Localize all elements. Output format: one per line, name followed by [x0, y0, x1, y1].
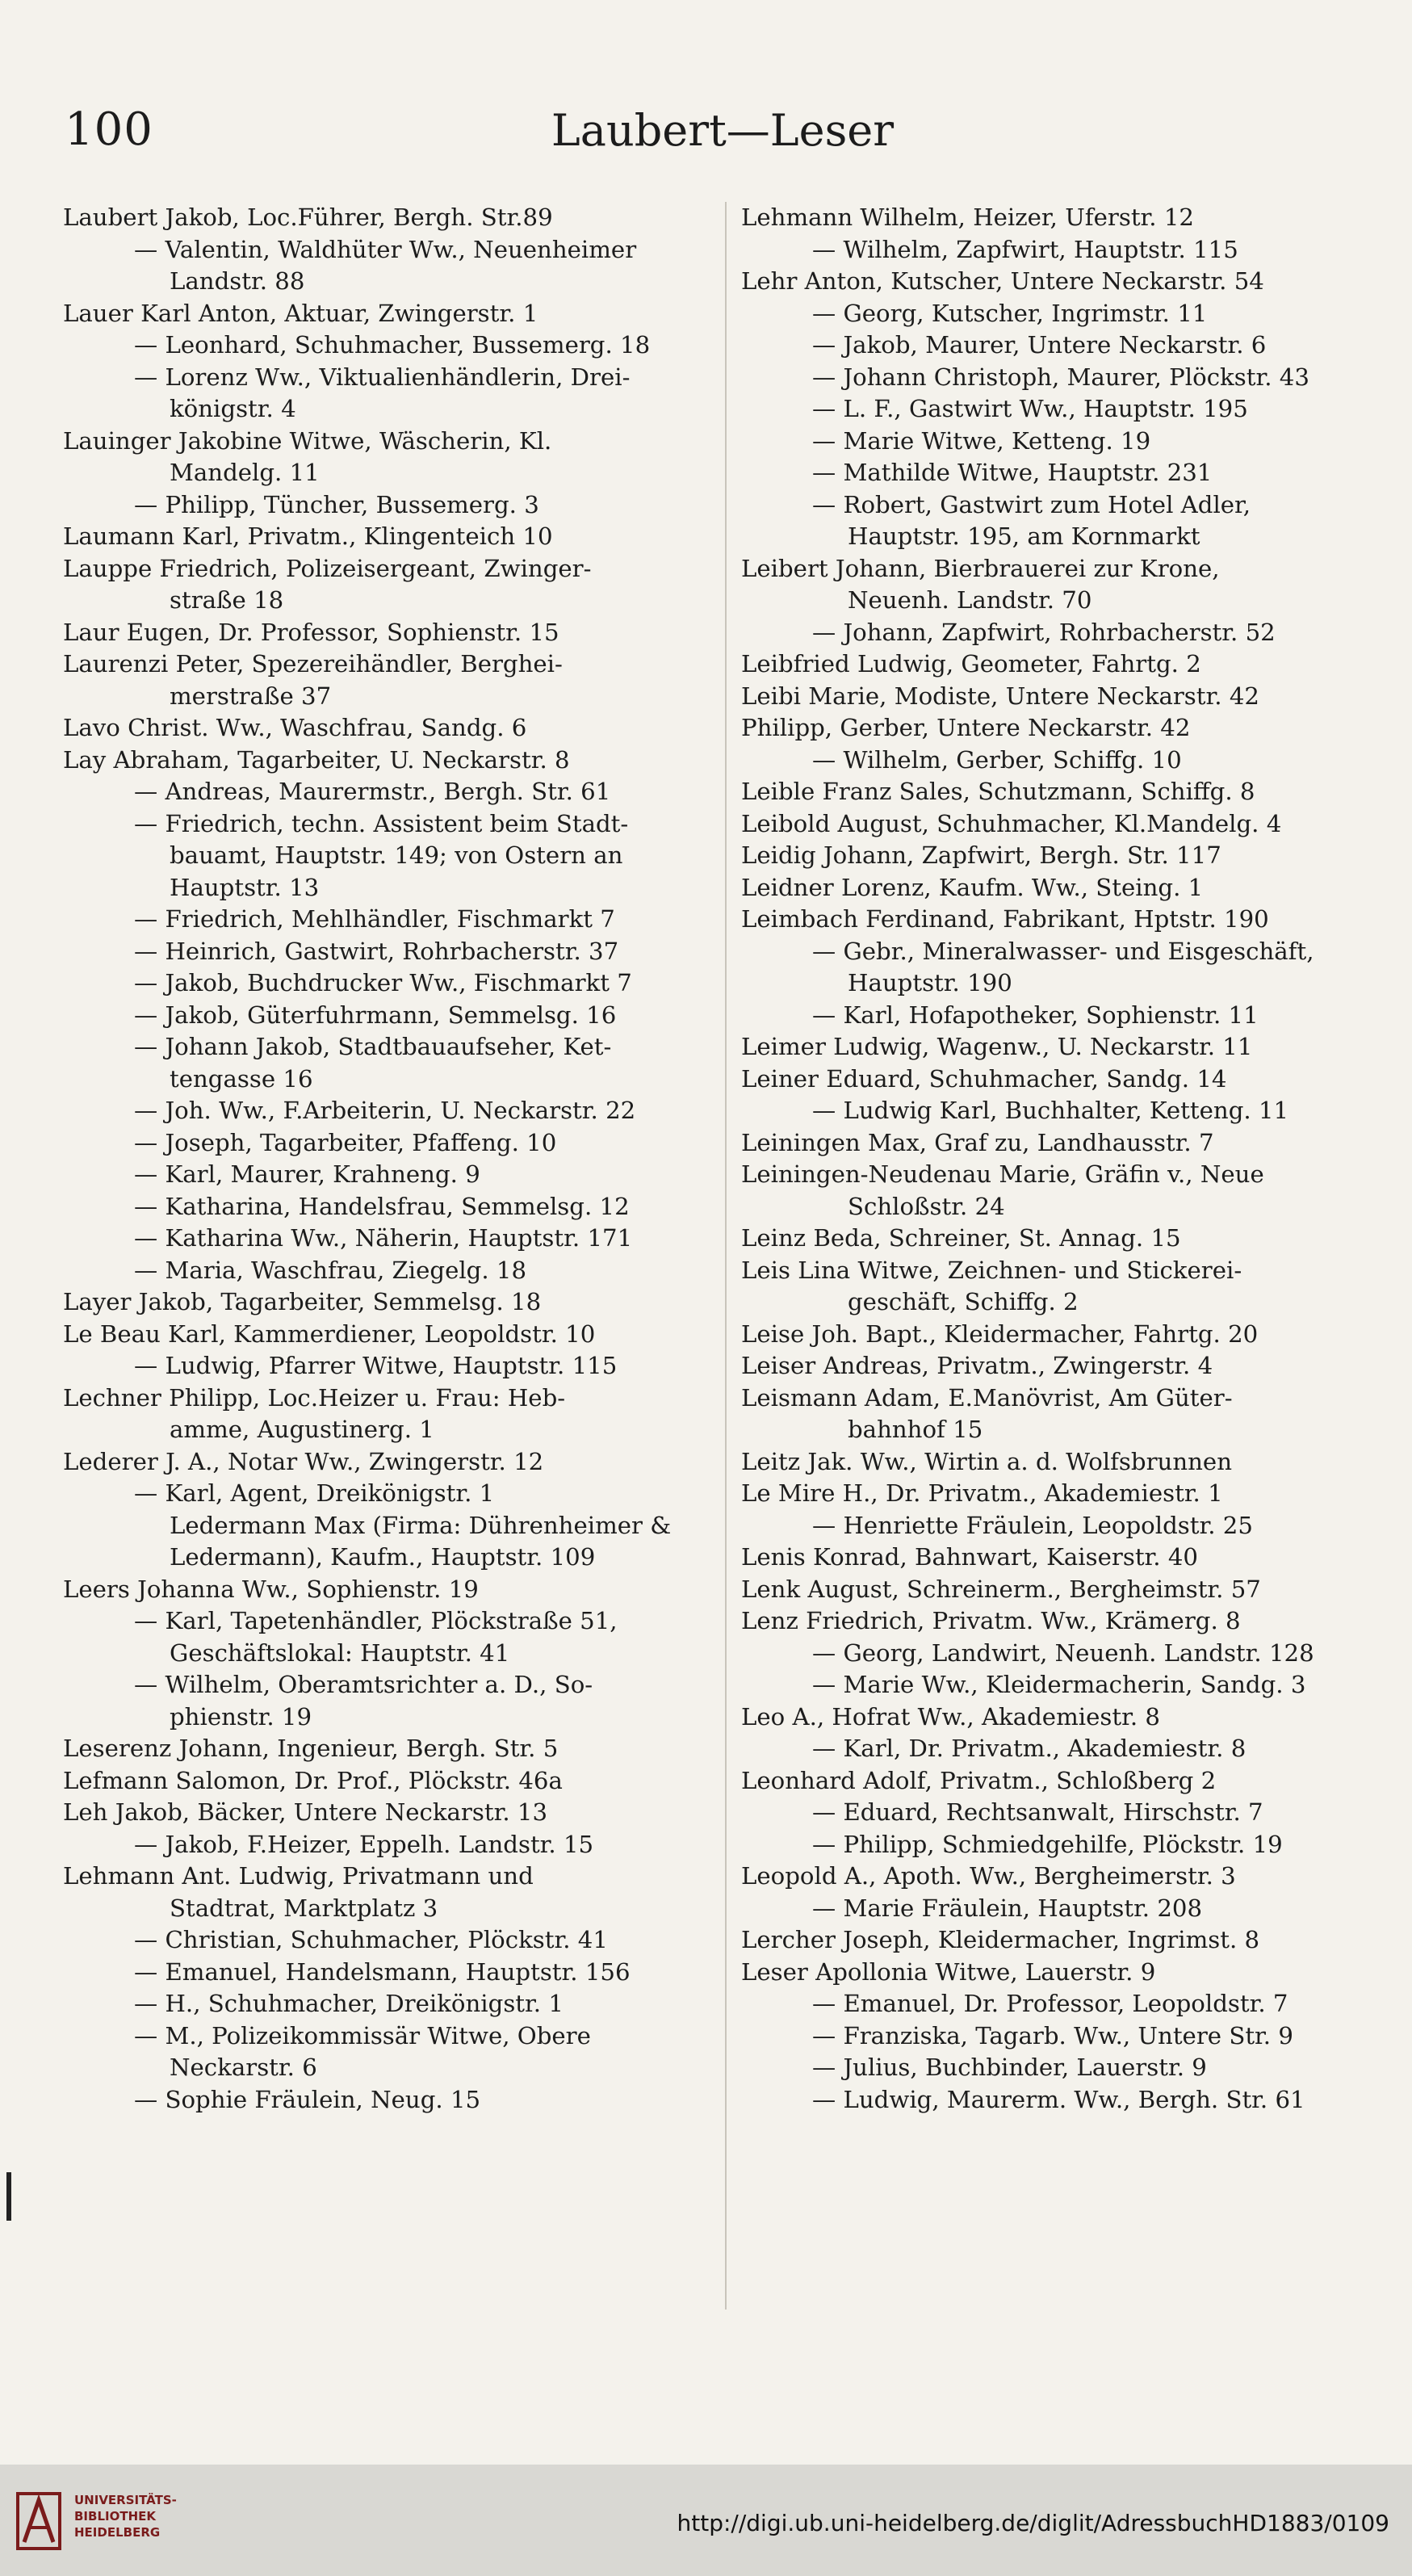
page-number: 100	[65, 103, 153, 156]
directory-entry: Leserenz Johann, Ingenieur, Bergh. Str. 5	[63, 1735, 559, 1762]
directory-entry: Leibfried Ludwig, Geometer, Fahrtg. 2	[741, 650, 1201, 678]
directory-entry: Leibert Johann, Bierbrauerei zur Krone,	[741, 554, 1220, 582]
directory-entry: Leis Lina Witwe, Zeichnen- und Stickerei-	[741, 1256, 1242, 1284]
directory-entry: amme, Augustinerg. 1	[170, 1416, 434, 1443]
directory-entry: Layer Jakob, Tagarbeiter, Semmelsg. 18	[63, 1288, 542, 1315]
directory-entry: — Heinrich, Gastwirt, Rohrbacherstr. 37	[134, 937, 619, 965]
directory-entry: straße 18	[170, 586, 284, 614]
directory-entry: — Georg, Landwirt, Neuenh. Landstr. 128	[812, 1638, 1314, 1667]
directory-entry: Stadtrat, Marktplatz 3	[170, 1894, 438, 1922]
directory-entry: Schloßstr. 24	[848, 1192, 1005, 1220]
directory-entry: — Georg, Kutscher, Ingrimstr. 11	[812, 299, 1208, 327]
directory-entry: Leible Franz Sales, Schutzmann, Schiffg. 8	[741, 778, 1255, 805]
directory-entry: — Ludwig Karl, Buchhalter, Ketteng. 11	[812, 1097, 1289, 1124]
directory-entry: Lay Abraham, Tagarbeiter, U. Neckarstr. 8	[63, 745, 570, 774]
directory-entry: Hauptstr. 195, am Kornmarkt	[848, 522, 1200, 550]
directory-entry: — Karl, Maurer, Krahneng. 9	[134, 1160, 480, 1188]
directory-entry: Hauptstr. 13	[170, 873, 320, 901]
directory-entry: — Joh. Ww., F.Arbeiterin, U. Neckarstr. 22	[134, 1097, 636, 1124]
directory-entry: Leidig Johann, Zapfwirt, Bergh. Str. 117	[741, 841, 1221, 869]
directory-entry: merstraße 37	[170, 682, 332, 710]
directory-entry: — Mathilde Witwe, Hauptstr. 231	[812, 459, 1213, 486]
directory-entry: Leiningen-Neudenau Marie, Gräfin v., Neue	[741, 1160, 1264, 1188]
running-head: Laubert—Leser	[551, 105, 895, 156]
right-column	[741, 202, 1387, 2310]
directory-entry: Laurenzi Peter, Spezereihändler, Berghei-	[63, 650, 563, 678]
directory-entry: Le Beau Karl, Kammerdiener, Leopoldstr. 10	[63, 1319, 596, 1348]
directory-entry: Lefmann Salomon, Dr. Prof., Plöckstr. 46a	[63, 1766, 563, 1794]
directory-entry: Lenis Konrad, Bahnwart, Kaiserstr. 40	[741, 1543, 1198, 1571]
directory-entry: — Katharina Ww., Näherin, Hauptstr. 171	[134, 1224, 633, 1252]
library-name-line: UNIVERSITÄTS-	[74, 2493, 177, 2507]
directory-entry: Ledermann), Kaufm., Hauptstr. 109	[170, 1543, 596, 1571]
directory-entry: Leiser Andreas, Privatm., Zwingerstr. 4	[741, 1352, 1213, 1379]
directory-entry: — Johann, Zapfwirt, Rohrbacherstr. 52	[812, 618, 1276, 646]
directory-entry: — Philipp, Schmiedgehilfe, Plöckstr. 19	[812, 1830, 1283, 1858]
directory-entry: — Julius, Buchbinder, Lauerstr. 9	[812, 2054, 1207, 2081]
directory-entry: — Leonhard, Schuhmacher, Bussemerg. 18	[134, 331, 651, 359]
directory-entry: — Ludwig, Maurerm. Ww., Bergh. Str. 61	[812, 2085, 1305, 2113]
directory-entry: — Andreas, Maurermstr., Bergh. Str. 61	[134, 778, 611, 805]
library-name-line: HEIDELBERG	[74, 2525, 161, 2540]
directory-entry: — Marie Ww., Kleidermacherin, Sandg. 3	[812, 1671, 1306, 1698]
directory-entry: — Lorenz Ww., Viktualienhändlerin, Drei-	[134, 363, 631, 391]
page-header	[57, 95, 1389, 168]
directory-entry: Leo A., Hofrat Ww., Akademiestr. 8	[741, 1702, 1160, 1731]
directory-entry: Neckarstr. 6	[170, 2054, 317, 2081]
directory-entry: Lauer Karl Anton, Aktuar, Zwingerstr. 1	[63, 299, 538, 327]
directory-entry: — Wilhelm, Gerber, Schiffg. 10	[812, 745, 1182, 774]
directory-entry: — Marie Fräulein, Hauptstr. 208	[812, 1894, 1203, 1922]
directory-entry: Leibi Marie, Modiste, Untere Neckarstr. 42	[741, 682, 1259, 710]
directory-entry: Landstr. 88	[170, 267, 305, 295]
directory-entry: Leidner Lorenz, Kaufm. Ww., Steing. 1	[741, 873, 1204, 901]
library-name-line: BIBLIOTHEK	[74, 2509, 156, 2524]
directory-entry: Hauptstr. 190	[848, 969, 1012, 996]
directory-entry: — Jakob, F.Heizer, Eppelh. Landstr. 15	[134, 1830, 594, 1858]
directory-entry: Geschäftslokal: Hauptstr. 41	[170, 1638, 510, 1667]
directory-entry: — Katharina, Handelsfrau, Semmelsg. 12	[134, 1192, 630, 1220]
source-url-link[interactable]: http://digi.ub.uni-heidelberg.de/diglit/AdressbuchHD1883/0109	[677, 2510, 1389, 2536]
directory-entry: Lehr Anton, Kutscher, Untere Neckarstr. 54	[741, 267, 1264, 295]
directory-entry: Lauppe Friedrich, Polizeisergeant, Zwinger-	[63, 554, 592, 582]
directory-entry: Leitz Jak. Ww., Wirtin a. d. Wolfsbrunnen	[741, 1447, 1232, 1475]
directory-entry: — Henriette Fräulein, Leopoldstr. 25	[812, 1511, 1253, 1539]
directory-entry: Leonhard Adolf, Privatm., Schloßberg 2	[741, 1766, 1217, 1794]
directory-entry: — Karl, Dr. Privatm., Akademiestr. 8	[812, 1735, 1246, 1762]
directory-entry: Laur Eugen, Dr. Professor, Sophienstr. 15	[63, 618, 559, 646]
directory-entry: Lauinger Jakobine Witwe, Wäscherin, Kl.	[63, 426, 552, 455]
directory-entry: — Wilhelm, Oberamtsrichter a. D., So-	[134, 1671, 593, 1698]
library-logo-icon	[15, 2489, 63, 2553]
directory-entry: Lenz Friedrich, Privatm. Ww., Krämerg. 8	[741, 1607, 1241, 1634]
directory-entry: — Emanuel, Dr. Professor, Leopoldstr. 7	[812, 1990, 1288, 2017]
directory-entry: — Maria, Waschfrau, Ziegelg. 18	[134, 1256, 527, 1284]
directory-entry: Leimbach Ferdinand, Fabrikant, Hptstr. 190	[741, 905, 1269, 933]
directory-entry: — Philipp, Tüncher, Bussemerg. 3	[134, 490, 539, 518]
directory-entry: Leimer Ludwig, Wagenw., U. Neckarstr. 11	[741, 1033, 1253, 1060]
left-column	[63, 202, 719, 2310]
directory-entry: Lederer J. A., Notar Ww., Zwingerstr. 12	[63, 1447, 544, 1475]
directory-entry: — L. F., Gastwirt Ww., Hauptstr. 195	[812, 395, 1248, 422]
directory-entry: — Friedrich, techn. Assistent beim Stadt-	[134, 809, 629, 837]
directory-entry: — Valentin, Waldhüter Ww., Neuenheimer	[134, 235, 637, 263]
directory-entry: Leser Apollonia Witwe, Lauerstr. 9	[741, 1957, 1156, 1986]
directory-entry: Leiningen Max, Graf zu, Landhausstr. 7	[741, 1128, 1214, 1156]
directory-entry: — Eduard, Rechtsanwalt, Hirschstr. 7	[812, 1798, 1263, 1826]
directory-entry: Lercher Joseph, Kleidermacher, Ingrimst. 8	[741, 1926, 1260, 1953]
directory-entry: Lavo Christ. Ww., Waschfrau, Sandg. 6	[63, 714, 527, 741]
directory-entry: Leibold August, Schuhmacher, Kl.Mandelg. 4	[741, 809, 1282, 837]
footer-bar	[0, 2465, 1412, 2576]
directory-entry: Laumann Karl, Privatm., Klingenteich 10	[63, 522, 553, 550]
directory-entry: tengasse 16	[170, 1064, 313, 1093]
directory-entry: — Jakob, Güterfuhrmann, Semmelsg. 16	[134, 1001, 617, 1029]
directory-entry: Leismann Adam, E.Manövrist, Am Güter-	[741, 1383, 1233, 1412]
directory-entry: — Marie Witwe, Ketteng. 19	[812, 426, 1151, 455]
directory-entry: — Robert, Gastwirt zum Hotel Adler,	[812, 490, 1251, 518]
directory-entry: geschäft, Schiffg. 2	[848, 1288, 1079, 1315]
directory-entry: — Gebr., Mineralwasser- und Eisgeschäft,	[812, 937, 1314, 965]
directory-entry: Leise Joh. Bapt., Kleidermacher, Fahrtg. 20	[741, 1319, 1259, 1348]
directory-entry: — Karl, Agent, Dreikönigstr. 1	[134, 1479, 495, 1507]
directory-entry: — Joseph, Tagarbeiter, Pfaffeng. 10	[134, 1128, 557, 1156]
directory-entry: Leiner Eduard, Schuhmacher, Sandg. 14	[741, 1064, 1227, 1093]
directory-entry: Lechner Philipp, Loc.Heizer u. Frau: Heb-	[63, 1383, 566, 1412]
directory-entry: — Johann Jakob, Stadtbauaufseher, Ket-	[134, 1033, 612, 1060]
directory-entry: Lehmann Ant. Ludwig, Privatmann und	[63, 1862, 534, 1890]
margin-mark	[6, 2172, 11, 2221]
directory-entry: — Karl, Tapetenhändler, Plöckstraße 51,	[134, 1607, 618, 1634]
directory-entry: — Karl, Hofapotheker, Sophienstr. 11	[812, 1001, 1259, 1029]
directory-entry: — Jakob, Buchdrucker Ww., Fischmarkt 7	[134, 969, 632, 996]
directory-entry: — M., Polizeikommissär Witwe, Obere	[134, 2021, 591, 2049]
directory-entry: — Christian, Schuhmacher, Plöckstr. 41	[134, 1926, 608, 1953]
directory-entry: Neuenh. Landstr. 70	[848, 586, 1092, 614]
directory-entry: bahnhof 15	[848, 1416, 983, 1443]
directory-entry: Leinz Beda, Schreiner, St. Annag. 15	[741, 1224, 1181, 1252]
directory-entry: — H., Schuhmacher, Dreikönigstr. 1	[134, 1990, 564, 2017]
directory-entry: Leopold A., Apoth. Ww., Bergheimerstr. 3	[741, 1862, 1236, 1890]
directory-entry: königstr. 4	[170, 395, 296, 422]
directory-entry: Lehmann Wilhelm, Heizer, Uferstr. 12	[741, 203, 1194, 231]
directory-entry: Leh Jakob, Bäcker, Untere Neckarstr. 13	[63, 1798, 548, 1826]
directory-entry: Mandelg. 11	[170, 459, 320, 486]
library-name	[74, 2492, 177, 2540]
column-divider	[725, 202, 727, 2310]
directory-entry: — Friedrich, Mehlhändler, Fischmarkt 7	[134, 905, 615, 933]
directory-entry: Lenk August, Schreinerm., Bergheimstr. 57	[741, 1575, 1261, 1603]
directory-entry: Philipp, Gerber, Untere Neckarstr. 42	[741, 714, 1191, 741]
directory-entry: — Johann Christoph, Maurer, Plöckstr. 43	[812, 363, 1309, 391]
directory-entry: — Sophie Fräulein, Neug. 15	[134, 2085, 481, 2113]
directory-entry: bauamt, Hauptstr. 149; von Ostern an	[170, 841, 623, 869]
directory-entry: — Emanuel, Handelsmann, Hauptstr. 156	[134, 1957, 631, 1986]
directory-entry: — Wilhelm, Zapfwirt, Hauptstr. 115	[812, 235, 1238, 263]
directory-entry: Laubert Jakob, Loc.Führer, Bergh. Str.89	[63, 203, 553, 231]
directory-entry: — Franziska, Tagarb. Ww., Untere Str. 9	[812, 2021, 1293, 2049]
directory-entry: Leers Johanna Ww., Sophienstr. 19	[63, 1575, 479, 1603]
directory-entry: — Jakob, Maurer, Untere Neckarstr. 6	[812, 331, 1267, 359]
directory-entry: — Ludwig, Pfarrer Witwe, Hauptstr. 115	[134, 1352, 618, 1379]
directory-entry: Le Mire H., Dr. Privatm., Akademiestr. 1	[741, 1479, 1223, 1507]
directory-entry: Ledermann Max (Firma: Dührenheimer &	[170, 1511, 672, 1539]
directory-entry: phienstr. 19	[170, 1702, 312, 1731]
